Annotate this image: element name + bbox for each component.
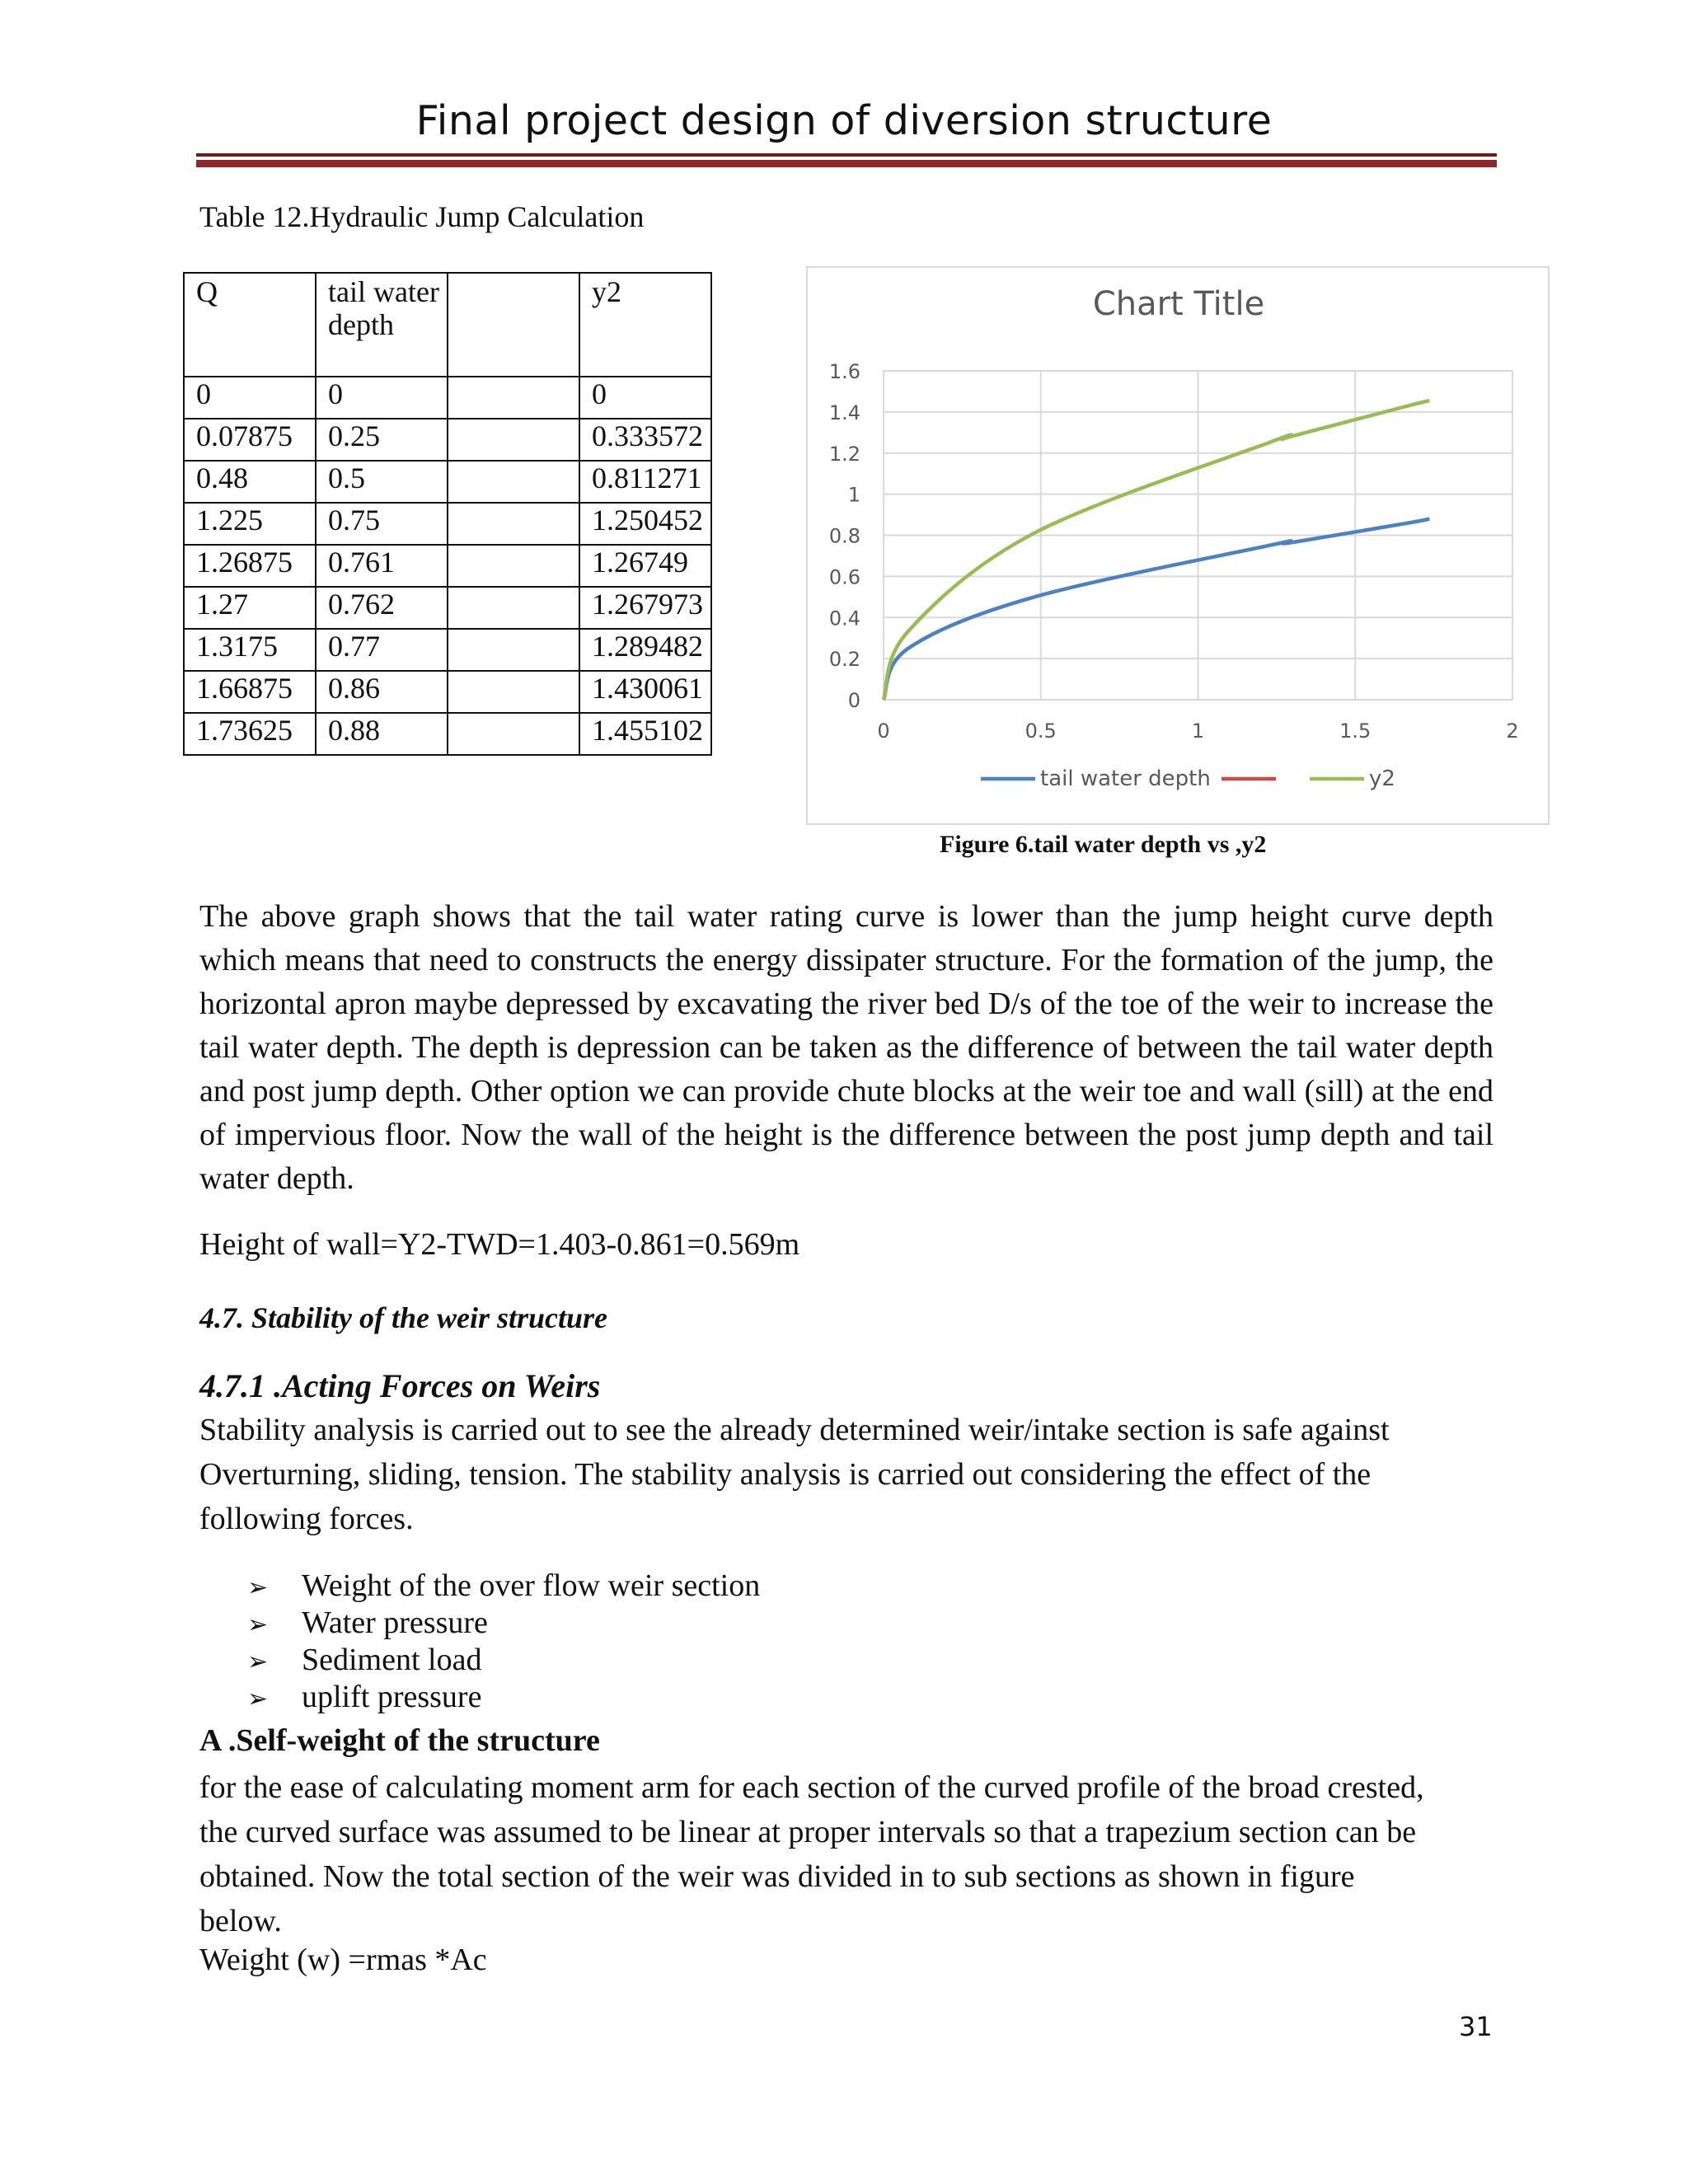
y-tick-label: 0.2 — [828, 648, 860, 672]
table-row — [184, 671, 711, 713]
table-row — [184, 419, 711, 461]
table-cell: 0.25 — [316, 419, 448, 461]
arrow-bullet-icon: ➢ — [247, 1685, 269, 1713]
tail-water-chart — [808, 268, 1550, 825]
page-header-title: Final project design of diversion structure — [415, 97, 1273, 144]
table-cell: 1.455102 — [579, 713, 711, 755]
x-tick-label: 1 — [1191, 719, 1205, 743]
x-tick-label: 2 — [1506, 719, 1519, 743]
force-list-item — [247, 1605, 760, 1642]
force-list-item — [247, 1642, 760, 1679]
paragraph-jump-analysis: The above graph shows that the tail water rating curve is lower than the jump height curve depth which means that need to constructs the energy dissipater structure. For the formation of the jump, the horizontal apron maybe depressed by excavating the river bed D/s of the toe of the weir to increase the tail water depth. The depth is depression can be taken as the difference of between the tail water depth and post jump depth. Other option we can provide chute blocks at the weir toe and wall (sill) at the end of impervious floor. Now the wall of the height is the difference between the post jump depth and tail water depth. — [199, 899, 1493, 1196]
height-of-wall-line: Height of wall=Y2-TWD=1.403-0.861=0.569m — [199, 1227, 800, 1262]
table-cell: 0 — [316, 377, 448, 419]
chart-container — [806, 266, 1550, 825]
table-cell: 0.761 — [316, 545, 448, 587]
table-header-cell — [448, 273, 579, 377]
page-number: 31 — [1459, 2011, 1493, 2042]
force-list-item — [247, 1679, 760, 1716]
chart-title: Chart Title — [1092, 285, 1265, 323]
table-cell: 0.333572 — [579, 419, 711, 461]
table-cell — [448, 461, 579, 503]
table-cell: 1.225 — [184, 503, 316, 545]
table-cell: 0.07875 — [184, 419, 316, 461]
table-cell: 1.289482 — [579, 629, 711, 671]
table-cell — [448, 377, 579, 419]
weight-formula-line: Weight (w) =rmas *Ac — [199, 1943, 487, 1977]
table-cell: 0.77 — [316, 629, 448, 671]
legend-label: y2 — [1369, 766, 1395, 791]
arrow-bullet-icon: ➢ — [247, 1573, 269, 1602]
table-row — [184, 461, 711, 503]
table-row — [184, 377, 711, 419]
table-header-cell: y2 — [579, 273, 711, 377]
force-list-item — [247, 1568, 760, 1605]
table-cell: 0.48 — [184, 461, 316, 503]
table-cell — [448, 629, 579, 671]
table-cell: 0.86 — [316, 671, 448, 713]
arrow-bullet-icon: ➢ — [247, 1610, 269, 1639]
table-cell: 0 — [579, 377, 711, 419]
force-list-item-label: uplift pressure — [302, 1680, 482, 1714]
arrow-bullet-icon: ➢ — [247, 1647, 269, 1676]
x-tick-label: 0.5 — [1025, 719, 1057, 743]
table-header-cell: tail water depth — [316, 273, 448, 377]
table-cell — [448, 545, 579, 587]
y-tick-label: 0.8 — [828, 524, 860, 548]
table-header-row — [184, 273, 711, 377]
force-list — [247, 1568, 760, 1716]
paragraph-self-weight: for the ease of calculating moment arm for each section of the curved profile of the broad crested, the curved surface was assumed to be linear at proper intervals so that a trapezium section can be obtained. Now the total section of the weir was divided in to sub sections as shown in figure below. — [199, 1770, 1424, 1938]
y-tick-label: 1.2 — [828, 442, 860, 466]
table-cell: 1.26749 — [579, 545, 711, 587]
table-cell: 1.430061 — [579, 671, 711, 713]
table-row — [184, 503, 711, 545]
table-cell: 0.811271 — [579, 461, 711, 503]
x-tick-label: 0 — [877, 719, 890, 743]
table-cell: 1.3175 — [184, 629, 316, 671]
table-cell: 1.26875 — [184, 545, 316, 587]
table-cell: 1.66875 — [184, 671, 316, 713]
table-row — [184, 587, 711, 629]
table-row — [184, 629, 711, 671]
y-tick-label: 1 — [847, 483, 860, 507]
table-caption: Table 12.Hydraulic Jump Calculation — [199, 200, 645, 233]
force-list-item-label: Water pressure — [302, 1605, 488, 1640]
y-tick-label: 1.4 — [828, 401, 860, 424]
hydraulic-jump-table — [183, 272, 712, 756]
table-cell — [448, 419, 579, 461]
table-cell — [448, 503, 579, 545]
y-tick-label: 0 — [847, 689, 860, 712]
y-tick-label: 0.4 — [828, 607, 860, 630]
table-cell — [448, 587, 579, 629]
force-list-item-label: Weight of the over flow weir section — [302, 1568, 761, 1603]
table-cell: 0.88 — [316, 713, 448, 755]
table-cell: 0.5 — [316, 461, 448, 503]
table-row — [184, 545, 711, 587]
table-cell: 1.267973 — [579, 587, 711, 629]
table-cell — [448, 671, 579, 713]
header-rule-thick — [196, 160, 1497, 167]
subheading-self-weight: A .Self-weight of the structure — [199, 1723, 600, 1758]
x-tick-label: 1.5 — [1339, 719, 1372, 743]
legend-label: tail water depth — [1040, 766, 1211, 791]
header-rule-thin — [196, 153, 1497, 157]
table-cell: 0.762 — [316, 587, 448, 629]
section-heading-4-7-1: 4.7.1 .Acting Forces on Weirs — [199, 1367, 601, 1404]
figure-caption: Figure 6.tail water depth vs ,y2 — [940, 831, 1267, 858]
table-row — [184, 713, 711, 755]
force-list-item-label: Sediment load — [302, 1643, 482, 1677]
y-tick-label: 1.6 — [828, 360, 860, 383]
table-cell: 1.250452 — [579, 503, 711, 545]
y-tick-label: 0.6 — [828, 565, 860, 589]
table-cell: 0.75 — [316, 503, 448, 545]
series-line-tail-water-depth — [884, 519, 1429, 700]
paragraph-stability: Stability analysis is carried out to see the already determined weir/intake section is safe against Overturning, sliding, tension. The stability analysis is carried out considering the effect of the following forces. — [199, 1413, 1390, 1536]
table-header-cell: Q — [184, 273, 316, 377]
section-heading-4-7: 4.7. Stability of the weir structure — [199, 1301, 608, 1334]
table-cell: 1.27 — [184, 587, 316, 629]
table-cell — [448, 713, 579, 755]
table-cell: 1.73625 — [184, 713, 316, 755]
table-cell: 0 — [184, 377, 316, 419]
series-line-y2 — [884, 401, 1429, 700]
